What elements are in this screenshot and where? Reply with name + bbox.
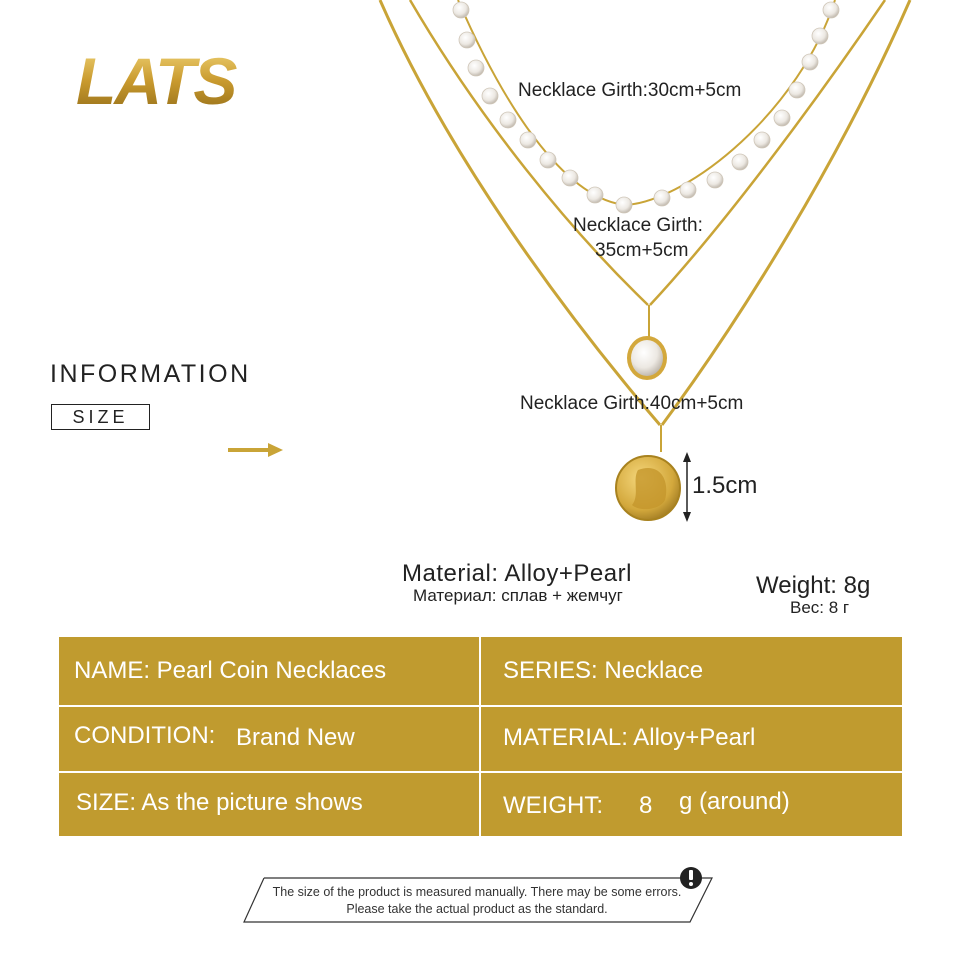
coin-size-label: 1.5cm bbox=[692, 472, 758, 499]
svg-text:LATS: LATS bbox=[76, 48, 236, 114]
notice-text bbox=[262, 884, 692, 918]
notice-line-2: Please take the actual product as the standard. bbox=[346, 902, 608, 916]
material-label-ru: Материал: сплав + жемчуг bbox=[413, 586, 623, 605]
spec-weight-unit: g (around) bbox=[679, 788, 790, 815]
spec-weight-label: WEIGHT: bbox=[503, 792, 603, 819]
brand-logo bbox=[72, 48, 287, 114]
spec-size: SIZE: As the picture shows bbox=[76, 789, 363, 816]
spec-table bbox=[59, 637, 902, 836]
notice-line-1: The size of the product is measured manually. There may be some errors. bbox=[272, 885, 682, 899]
material-label-en: Material: Alloy+Pearl bbox=[402, 560, 632, 587]
girth-label-30cm: Necklace Girth:30cm+5cm bbox=[518, 80, 742, 101]
pearl-strand bbox=[453, 2, 839, 213]
girth-label-35cm-value: 35cm+5cm bbox=[595, 240, 689, 261]
spec-condition-value: Brand New bbox=[236, 724, 355, 751]
arrow-right-icon bbox=[228, 441, 284, 459]
spec-series: SERIES: Necklace bbox=[503, 657, 704, 684]
spec-condition-label: CONDITION: bbox=[74, 722, 216, 749]
size-label-box: SIZE bbox=[51, 404, 150, 430]
table-column-divider bbox=[479, 637, 481, 836]
weight-label-en: Weight: 8g bbox=[756, 572, 871, 599]
spec-material: MATERIAL: Alloy+Pearl bbox=[503, 724, 756, 751]
girth-label-35cm-title: Necklace Girth: bbox=[573, 215, 703, 236]
weight-label-ru: Вес: 8 г bbox=[790, 598, 850, 617]
spec-weight-value: 8 bbox=[639, 792, 653, 819]
spec-name: NAME: Pearl Coin Necklaces bbox=[74, 657, 387, 684]
section-title: INFORMATION bbox=[50, 360, 251, 388]
girth-label-40cm: Necklace Girth:40cm+5cm bbox=[520, 393, 744, 414]
